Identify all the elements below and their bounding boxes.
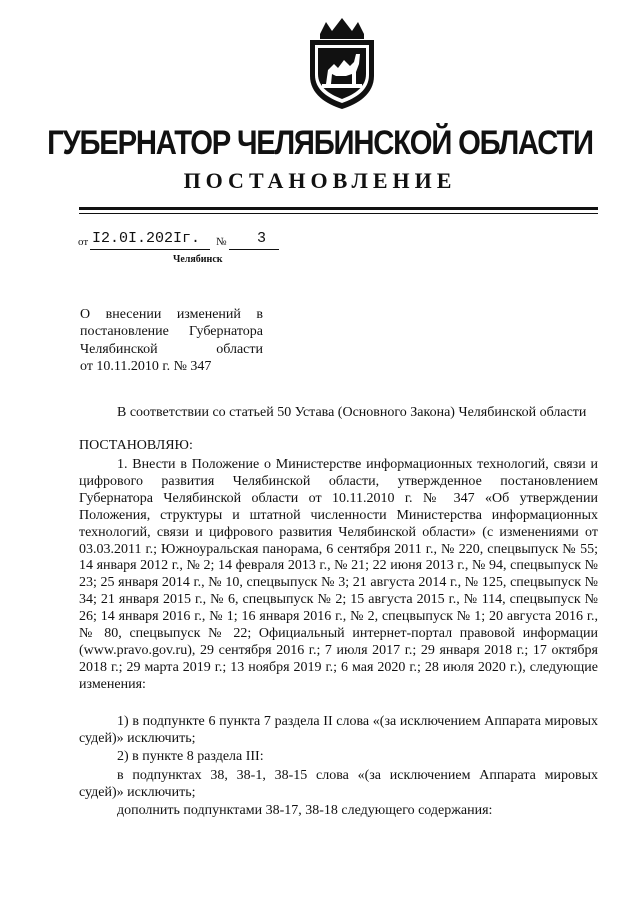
decree-block (79, 438, 598, 455)
item1-block (79, 457, 598, 694)
document-city: Челябинск (173, 254, 223, 265)
date-underline (90, 249, 210, 250)
sub2b-block (79, 803, 598, 820)
sub2a-paragraph: в подпунктах 38, 38-1, 38-15 слова «(за исключением Аппарата мировых судей)» исключить; (79, 768, 598, 800)
intro-paragraph: В соответствии со статьей 50 Устава (Основного Закона) Челябинской области (117, 405, 587, 420)
governor-title: ГУБЕРНАТОР ЧЕЛЯБИНСКОЙ ОБЛАСТИ (47, 124, 593, 162)
coat-of-arms-icon (296, 18, 388, 110)
header-rule-thick (79, 207, 598, 210)
sub2a-block (79, 768, 598, 802)
subject-line: Челябинской области (80, 341, 263, 357)
sub2-block (79, 749, 598, 766)
subject-line: от 10.11.2010 г. № 347 (80, 358, 212, 374)
subject-line: О внесении изменений в (80, 307, 263, 322)
document-number: 3 (257, 230, 267, 247)
document-type: ПОСТАНОВЛЕНИЕ (183, 168, 457, 193)
item1-paragraph: 1. Внести в Положение о Министерстве информационных технологий, связи и цифрового развития Челябинской области, утвержденное постановлением Губернатора Челябинской области от 10.11.2010 г. № 347 «Об утверждении Положения, структуры и штатной численности Министерства информационных технологий, связи и цифрового развития Челябинской области» (с изменениями от 03.03.2011 г.; Южноуральская панорама, 6 сентября 2011 г., № 220, спецвыпуск № 55; 14 января 2012 г., № 2; 14 февраля 2013 г., № 21; 22 июня 2013 г., № 94, спецвыпуск № 23; 25 января 2014 г., № 10, спецвыпуск № 3; 21 августа 2014 г., № 125, спецвыпуск № 34; 21 января 2015 г., № 6, спецвыпуск № 2; 15 августа 2015 г., № 114, спецвыпуск № 26; 14 января 2016 г., № 1; 16 января 2016 г., № 2, спецвыпуск № 1; 20 августа 2016 г., № 80, спецвыпуск № 22; Официальный интернет-портал правовой информации (www.pravo.gov.ru), 29 сентября 2016 г.; 7 июля 2017 г.; 29 января 2018 г.; 17 октября 2018 г.; 29 марта 2019 г.; 13 ноября 2019 г.; 6 мая 2020 г.; 28 июля 2020 г.), следующие изменения: (79, 457, 598, 692)
sub2b-paragraph: дополнить подпунктами 38-17, 38-18 следующего содержания: (117, 803, 493, 818)
document-subject (80, 306, 263, 375)
body-intro-block (79, 405, 598, 422)
sub1-block (79, 714, 598, 748)
sub2-paragraph: 2) в пункте 8 раздела III: (117, 749, 264, 764)
date-prefix: от (78, 236, 89, 248)
header-rule-thin (79, 213, 598, 214)
decree-word: ПОСТАНОВЛЯЮ: (79, 438, 193, 453)
number-underline (229, 249, 279, 250)
document-date: I2.0I.202Iг. (92, 230, 201, 247)
subject-line: постановление Губернатора (80, 324, 263, 340)
sub1-paragraph: 1) в подпункте 6 пункта 7 раздела II слова «(за исключением Аппарата мировых судей)» исключить; (79, 714, 598, 746)
number-prefix: № (216, 236, 227, 248)
